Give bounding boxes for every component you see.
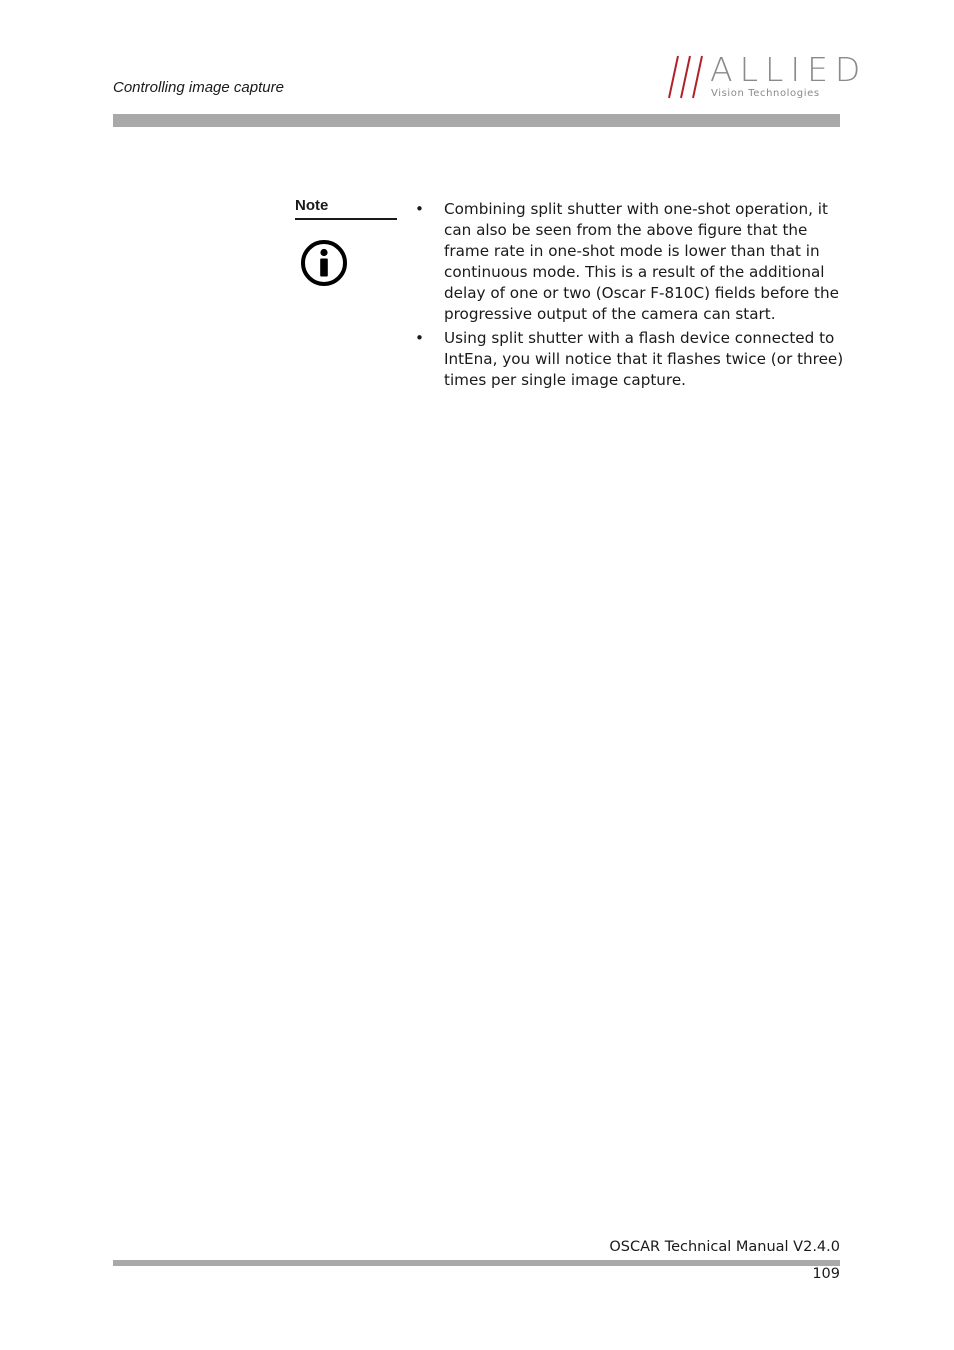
logo-subtitle: Vision Technologies: [711, 88, 820, 99]
note-text: Using split shutter with a flash device connected to IntEna, you will notice that it flashes twice (or three) times per single image capture.: [444, 329, 844, 389]
bullet-icon: •: [415, 329, 424, 347]
list-item: [415, 328, 845, 391]
note-label: Note: [295, 197, 397, 220]
note-text: Combining split shutter with one-shot operation, it can also be seen from the above figure that the frame rate in one-shot mode is lower than that in continuous mode. This is a result of the additional delay of one or two (Oscar F-810C) fields before the progressive output of the camera can start.: [444, 200, 839, 323]
header-divider-bar: [113, 114, 840, 127]
running-header: Controlling image capture: [113, 79, 284, 96]
logo-wordmark: ALLIED: [710, 50, 868, 89]
company-logo: [666, 50, 868, 102]
bullet-icon: •: [415, 200, 424, 218]
note-bullet-list: [415, 199, 845, 394]
logo-slashes-icon: [666, 54, 708, 100]
info-icon: [300, 239, 348, 287]
page-number: 109: [812, 1266, 840, 1282]
footer-manual-title: OSCAR Technical Manual V2.4.0: [609, 1239, 840, 1255]
list-item: [415, 199, 845, 325]
footer-divider-bar: [113, 1260, 840, 1266]
